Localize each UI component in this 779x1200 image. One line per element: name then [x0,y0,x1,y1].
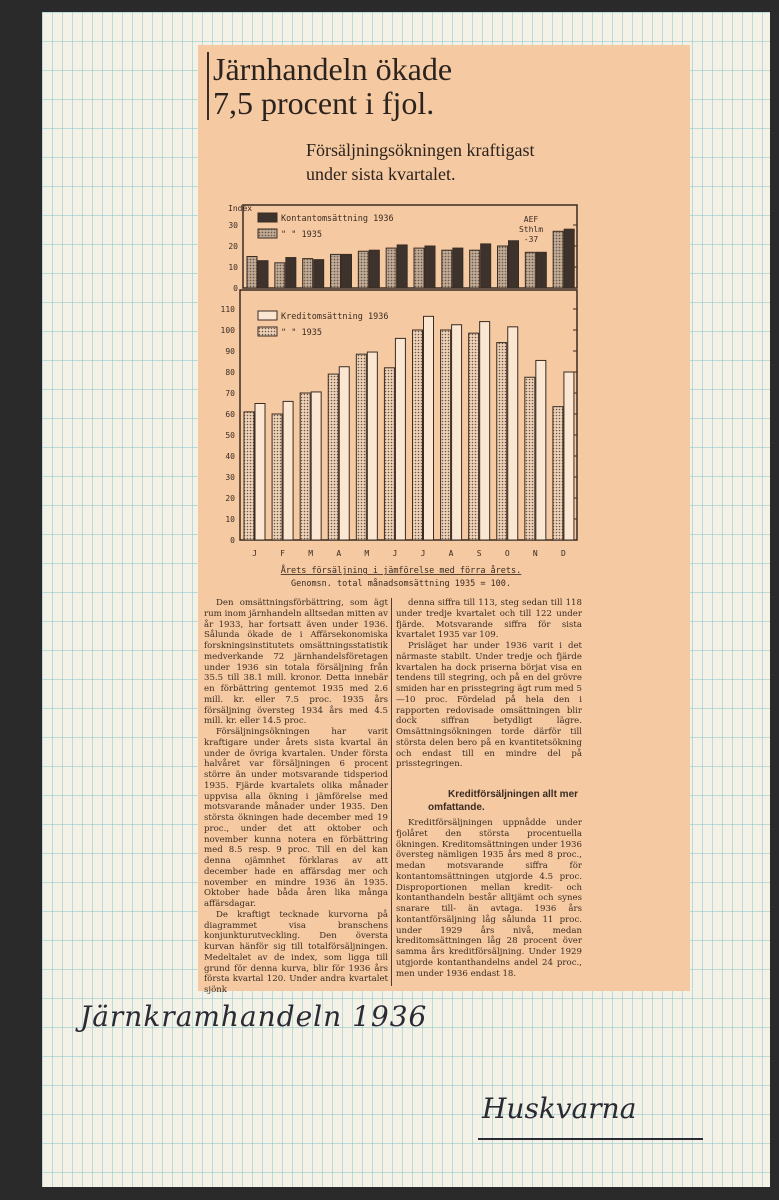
bar-1935 [244,412,254,540]
bar-1935 [441,330,451,540]
bar-1935 [356,354,366,540]
bar-1936 [258,261,268,288]
bar-1935 [303,259,313,288]
y-tick-label: 10 [228,263,238,272]
bar-1936 [536,360,546,540]
y-tick-label: 80 [225,368,235,377]
bar-1935 [272,414,282,540]
bar-1936 [283,401,293,540]
bar-1935 [442,250,452,288]
chart-credit: Sthlm [518,225,544,234]
bar-1935 [247,257,257,289]
handwritten-underline [478,1138,703,1140]
x-tick-label: F [280,549,285,558]
x-tick-label: J [420,549,426,558]
x-tick-label: J [392,549,398,558]
bar-1935 [553,231,563,288]
y-axis-label: Index [228,204,253,213]
legend-label: Kontantomsättning 1936 [281,214,394,224]
x-tick-label: A [448,549,454,558]
bar-1935 [328,374,338,540]
bar-1936 [286,258,296,288]
legend-swatch [258,311,277,320]
subheadline-line-1: Försäljningsökningen kraftigast [306,140,535,160]
bar-1936 [311,392,321,540]
legend-label: " " 1935 [281,230,322,240]
y-tick-label: 20 [228,242,238,251]
y-tick-label: 0 [230,536,235,545]
chart-caption: Genomsn. total månadsomsättning 1935 = 100. [290,579,512,589]
y-tick-label: 0 [233,284,238,293]
section-subheading: Kreditförsäljningen allt mer omfattande. [428,789,579,813]
y-tick-label: 20 [225,494,235,503]
bar-1935 [525,377,535,540]
bar-1935 [469,333,479,540]
bar-1935 [300,393,310,540]
y-tick-label: 100 [220,326,235,335]
bar-1935 [553,407,563,540]
bar-1936 [453,248,463,288]
x-tick-label: D [561,549,566,558]
x-tick-label: A [336,549,342,558]
paragraph: Kreditförsäljningen uppnådde under fjolåret den största procentuella ökningen. Kreditomsättningen under 1936 översteg nämligen 1935 års med 8 proc., medan motsvarande siffra för kontantomsättningen utgjorde 4.5 proc. Disproportionen mellan kredit- och kontanthandeln består alltjämt och synes snarare till- än avtaga. 1936 års kontantförsäljning låg sålunda 11 proc. under 1929 års nivå, medan kreditomsättningen låg 28 procent över samma års kreditförsäljning. Under 1929 utgjorde kontanthandelns andel 24 proc., men under 1936 endast 18. [396,818,582,979]
y-tick-label: 110 [220,305,235,314]
y-tick-label: 30 [228,221,238,230]
x-tick-label: O [504,549,510,558]
chart-xlabel: Årets försäljning i jämförelse med förra årets. [280,566,522,576]
paragraph: Den omsättningsförbättring, som ägt rum inom järnhandeln alltsedan mitten av år 1933, har fortsatt även under 1936. Sålunda ökade de i Affärsekonomiska forskningsinstitutets omsättningsstatistik medverkande 72 järnhandelsföretagen under 1936 sin totala försäljning från 35.5 till 38.1 mill. kronor. Detta innebär en förbättring gentemot 1935 med 2.6 mill. kr. eller 7.5 proc. 1935 års försäljning översteg 1934 års med 4.5 mill. kr. eller 14.5 proc. [204,598,388,727]
bar-1936 [339,367,349,540]
legend-swatch [258,327,277,336]
bar-1936 [369,250,379,288]
x-tick-label: S [476,549,482,558]
bar-1936 [481,244,491,288]
y-tick-label: 60 [225,410,235,419]
bar-1935 [497,343,507,540]
bar-1936 [342,254,352,288]
bar-1935 [331,254,341,288]
y-tick-label: 50 [225,431,235,440]
bar-1936 [367,352,377,540]
bar-1935 [413,330,423,540]
x-tick-label: M [364,549,370,558]
x-tick-label: N [532,549,538,558]
handwritten-note: Järnkramhandeln 1936 [80,1000,428,1033]
bar-1936 [425,246,435,288]
article-column-2 [396,598,582,979]
bar-1935 [386,248,396,288]
bar-1936 [536,252,546,288]
column-divider [391,598,392,986]
bar-1936 [508,327,518,540]
paragraph: Prisläget har under 1936 varit i det närmaste stabilt. Under tredje och fjärde kvartalen ha dock priserna börjat visa en tendens till stegring, och på en del grövre smiden har en prisstegring ägt rum med 5—10 proc. Fördelad på hela den i rapporten redovisade omsättningen blir dock siffran betydligt lägre. Omsättningsökningen torde därför till största delen bero på en kvantitetsökning och endast till en mindre del på prisstegringen. [396,641,582,770]
bar-1935 [275,263,285,288]
legend-label: Kreditomsättning 1936 [281,312,389,322]
bar-1936 [480,322,490,540]
bar-1935 [358,251,368,288]
paragraph: De kraftigt tecknade kurvorna på diagrammet visa branschens konjunkturutveckling. Den översta kurvan hänför sig till totalförsäljningen. Medeltalet av de index, som ligga till grund för denna kurva, blir för 1936 års första kvartal 120. Under andra kvartalet sjönk [204,909,388,995]
handwritten-place: Huskvarna [482,1092,637,1125]
y-tick-label: 40 [225,452,235,461]
bar-1936 [564,229,574,288]
bar-1936 [564,372,574,540]
legend-swatch [258,213,277,222]
credit-sales-panel [221,290,577,558]
legend-swatch [258,229,277,238]
article-column-1 [204,598,388,996]
subheadline-line-2: under sista kvartalet. [306,164,456,184]
x-tick-label: J [252,549,257,558]
cash-sales-panel [228,204,577,293]
bar-1936 [314,260,324,288]
headline-line-2: 7,5 procent i fjol. [213,85,435,121]
y-tick-label: 70 [225,389,235,398]
bar-1935 [414,248,424,288]
paragraph: Försäljningsökningen har varit kraftigare under årets sista kvartal än under de övriga kvartalen. Under första halvåret var försäljningen 6 procent större än under motsvarande tidsperiod 1935. Fjärde kvartalets olika månader uppvisa alla ökning i jämförelse med motsvarande månader under 1935. Den största ökningen hade december med 19 proc., under det att oktober och november kunna notera en förbättring med 8.5 resp. 9 proc. Till en del kan denna ojämnhet förklaras av att december hade en affärsdag mer och november en mindre 1936 än 1935. Oktober hade båda åren lika många affärsdagar. [204,727,388,909]
bar-1935 [470,250,480,288]
headline-line-1: Järnhandeln ökade [213,51,453,87]
bar-1935 [498,246,508,288]
legend-label: " " 1935 [281,328,322,338]
bar-1936 [452,325,462,540]
bar-1936 [255,404,265,541]
chart-credit: AEF [523,215,539,224]
bar-1936 [509,241,519,288]
y-tick-label: 30 [225,473,235,482]
y-tick-label: 10 [225,515,235,524]
y-tick-label: 90 [225,347,235,356]
bar-1936 [395,338,405,540]
paragraph: denna siffra till 113, steg sedan till 118 under tredje kvartalet och till 122 under fjärde. Motsvarande siffra för sista kvartalet 1935 var 109. [396,598,582,641]
bar-1935 [525,252,535,288]
chart-credit: -37 [523,235,539,244]
bar-1936 [397,245,407,288]
bar-1936 [424,316,434,540]
bar-1935 [384,368,394,540]
x-tick-label: M [308,549,314,558]
